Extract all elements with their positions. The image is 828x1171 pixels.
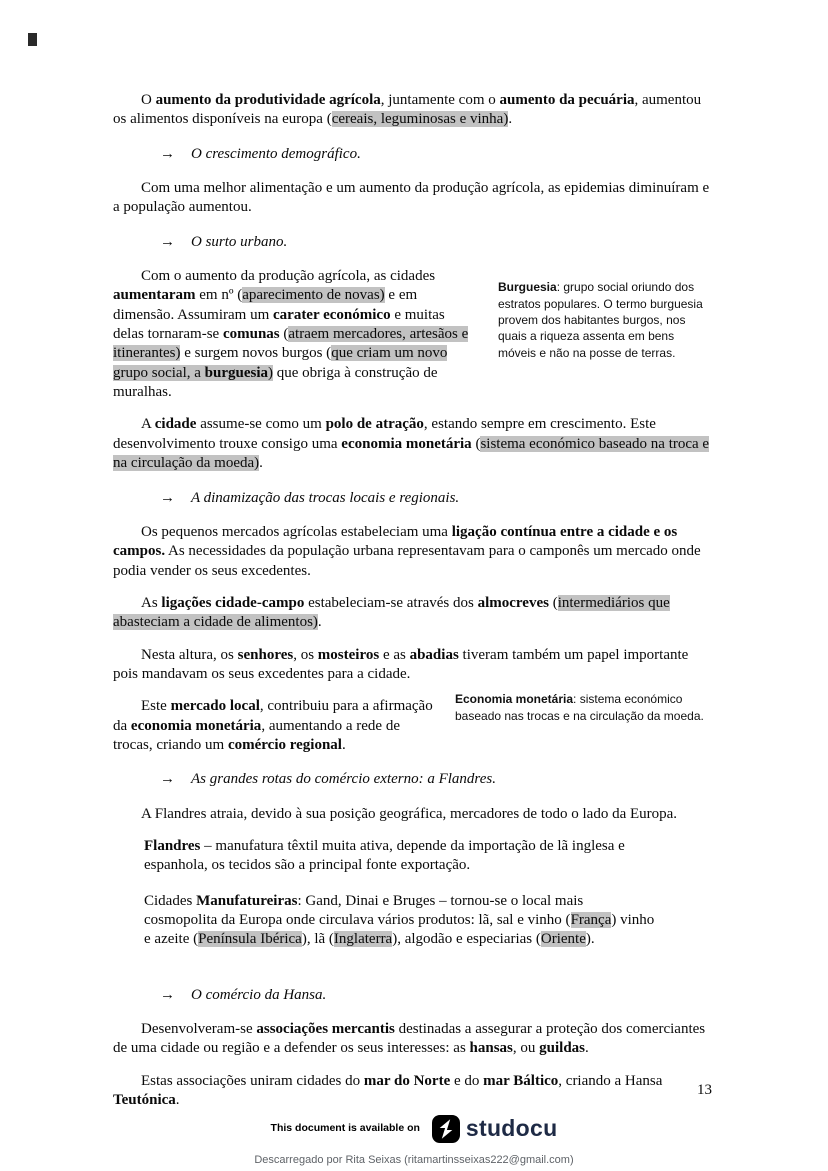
- sidenote: [455, 691, 705, 724]
- text-segment: mosteiros: [317, 646, 380, 663]
- text-segment: mercado local: [170, 698, 260, 715]
- text-segment: economia monetária: [341, 435, 472, 452]
- text-segment: Península Ibérica: [198, 931, 302, 948]
- text-segment: comunas: [222, 326, 280, 343]
- text-segment: ligação contínua entre a cidade e os campos.: [113, 523, 678, 560]
- text-segment: e surgem novos burgos (: [180, 345, 332, 362]
- sidenote-text: : sistema económico baseado nas trocas e na circulação da moeda.: [455, 692, 704, 723]
- text-segment: .: [259, 455, 263, 472]
- text-segment: .: [317, 614, 322, 631]
- paragraph: [113, 267, 478, 402]
- text-segment: assume-se como um: [196, 416, 326, 433]
- text-segment: guildas: [539, 1040, 585, 1057]
- text-segment: ): [268, 364, 273, 381]
- text-segment: Teutónica: [113, 1092, 176, 1109]
- text-segment: Flandres: [144, 837, 201, 854]
- paragraph: [113, 91, 713, 130]
- paragraph-with-sidenote: [113, 267, 713, 402]
- text-segment: aumento da produtividade agrícola: [155, 92, 381, 108]
- paragraph: [113, 805, 713, 824]
- arrow-heading: [113, 145, 713, 164]
- text-segment: , os: [293, 646, 318, 663]
- text-segment: destinadas a assegurar a proteção dos comerciantes de uma cidade ou região e a defender os seus interesses: as: [113, 1021, 706, 1057]
- text-segment: e do: [450, 1072, 484, 1089]
- text-segment: em nº (: [195, 287, 243, 304]
- text-segment: mar Báltico: [483, 1072, 559, 1089]
- text-segment: (: [279, 326, 289, 343]
- text-segment: Estas associações uniram cidades do: [141, 1072, 364, 1089]
- text-segment: , contribuiu para a afirmação da: [113, 698, 433, 734]
- text-segment: .: [175, 1092, 180, 1109]
- text-segment: As necessidades da população urbana representavam para o camponês um mercado onde podia vender os seus excedentes.: [113, 543, 701, 579]
- text-segment: e em dimensão. Assumiram um: [113, 287, 418, 323]
- footer: [0, 1114, 828, 1167]
- arrow-icon: →: [160, 233, 175, 250]
- text-segment: intermediários que abasteciam a cidade de alimentos): [113, 594, 670, 631]
- text-segment: ).: [585, 931, 595, 948]
- text-segment: carater económico: [273, 306, 391, 323]
- studocu-logo: [432, 1114, 558, 1144]
- paragraph: [144, 892, 656, 950]
- text-segment: aumento da pecuária: [499, 92, 635, 108]
- text-segment: ), algodão e especiarias (: [392, 931, 541, 948]
- text-segment: ) vinho e azeite (: [144, 912, 655, 948]
- text-segment: aparecimento de novas): [242, 287, 385, 304]
- text-segment: burguesia: [204, 364, 268, 381]
- text-segment: A Flandres atraia, devido à sua posição geográfica, mercadores de todo o lado da Europa.: [141, 805, 678, 822]
- page-corner-mark: [28, 33, 37, 46]
- text-segment: associações mercantis: [256, 1021, 395, 1038]
- text-segment: França: [570, 912, 612, 928]
- arrow-heading-text: O crescimento demográfico.: [191, 145, 361, 162]
- text-segment: Com uma melhor alimentação e um aumento da produção agrícola, as epidemias diminuíram e a população aumentou.: [113, 180, 710, 216]
- arrow-heading-text: As grandes rotas do comércio externo: a Flandres.: [191, 771, 496, 788]
- text-segment: Este: [141, 698, 171, 715]
- paragraph: [113, 179, 713, 218]
- sidenote: [498, 279, 713, 361]
- text-segment: .: [585, 1040, 589, 1057]
- paragraph: [113, 646, 713, 685]
- text-segment: As: [141, 594, 162, 611]
- arrow-heading-text: A dinamização das trocas locais e regionais.: [191, 489, 460, 506]
- text-segment: mar do Norte: [363, 1072, 451, 1089]
- page-number: 13: [697, 1082, 712, 1098]
- arrow-icon: →: [160, 986, 175, 1003]
- text-segment: , criando a Hansa: [558, 1072, 663, 1089]
- arrow-heading-text: O surto urbano.: [191, 233, 288, 250]
- studocu-wordmark: studocu: [465, 1115, 558, 1141]
- arrow-heading: [113, 986, 713, 1005]
- text-segment: O: [141, 92, 156, 108]
- text-segment: que obriga à construção de muralhas.: [113, 364, 438, 401]
- text-segment: e as: [379, 646, 410, 663]
- text-segment: (: [471, 435, 481, 452]
- text-segment: tiveram também um papel importante pois mandavam os seus excedentes para a cidade.: [113, 646, 689, 682]
- download-attribution: Descarregado por Rita Seixas (ritamartinsseixas222@gmail.com): [254, 1153, 574, 1166]
- text-segment: atraem mercadores, artesãos e itinerantes): [113, 326, 469, 362]
- arrow-heading: [113, 770, 713, 789]
- footer-branding-row: [0, 1114, 828, 1144]
- availability-text: This document is available on: [270, 1122, 420, 1135]
- text-segment: Inglaterra: [333, 931, 393, 948]
- text-segment: Com o aumento da produção agrícola, as cidades: [141, 268, 436, 285]
- text-segment: – manufatura têxtil muita ativa, depende da importação de lã inglesa e espanhola, os tecidos são a principal fonte exportação.: [144, 837, 625, 874]
- arrow-icon: →: [160, 145, 175, 162]
- text-segment: (: [548, 594, 558, 611]
- text-segment: Cidades: [144, 892, 197, 909]
- text-segment: sistema económico baseado na troca e na circulação da moeda): [113, 435, 710, 472]
- text-segment: estabeleciam-se através dos: [304, 594, 478, 611]
- text-segment: .: [341, 736, 346, 753]
- text-segment: comércio regional: [227, 736, 342, 753]
- text-segment: polo de atração: [325, 416, 424, 433]
- text-segment: , ou: [512, 1040, 540, 1057]
- document-body: [113, 91, 713, 1123]
- text-segment: , estando sempre em crescimento. Este desenvolvimento trouxe consigo uma: [113, 416, 656, 452]
- text-segment: cereais, leguminosas e vinha): [331, 111, 509, 128]
- sidenote-title: Burguesia: [498, 280, 557, 295]
- text-segment: economia monetária: [130, 717, 262, 734]
- paragraph: [113, 1072, 713, 1111]
- text-segment: cidade: [154, 416, 197, 433]
- paragraph: [113, 1020, 713, 1059]
- text-segment: Desenvolveram-se: [141, 1021, 257, 1038]
- text-segment: , aumentando a rede de trocas, criando um: [113, 717, 400, 753]
- sidenote-text: : grupo social oriundo dos estratos populares. O termo burguesia provem dos habitantes burgos, nos quais a riqueza assenta em bens móveis e não na posse de terras.: [498, 280, 703, 360]
- arrow-icon: →: [160, 489, 175, 506]
- arrow-heading-text: O comércio da Hansa.: [191, 986, 327, 1003]
- text-segment: A: [141, 416, 155, 433]
- paragraph: [144, 837, 656, 876]
- text-segment: abadias: [409, 646, 459, 663]
- paragraph: [113, 523, 713, 581]
- paragraph: [113, 697, 443, 755]
- text-segment: hansas: [469, 1040, 513, 1057]
- arrow-icon: →: [160, 771, 175, 788]
- paragraph-with-sidenote: [113, 692, 713, 755]
- paragraph: [113, 594, 713, 633]
- text-segment: Os pequenos mercados agrícolas estabeleciam uma: [141, 523, 452, 540]
- text-segment: Manufatureiras: [196, 892, 298, 909]
- text-segment: Nesta altura, os: [141, 646, 238, 663]
- sidenote-title: Economia monetária: [455, 692, 574, 707]
- text-segment: ), lã (: [301, 931, 334, 948]
- arrow-heading: [113, 489, 713, 508]
- text-segment: , juntamente com o: [380, 92, 500, 108]
- text-segment: aumentaram: [113, 287, 196, 304]
- text-segment: Oriente: [540, 931, 586, 948]
- text-segment: .: [508, 111, 513, 128]
- arrow-heading: [113, 233, 713, 252]
- text-segment: , aumentou os alimentos disponíveis na europa (: [113, 92, 702, 128]
- studocu-logo-icon: [432, 1115, 460, 1143]
- text-segment: almocreves: [477, 594, 549, 611]
- text-segment: senhores: [237, 646, 294, 663]
- text-segment: e muitas delas tornaram-se: [113, 306, 445, 343]
- paragraph: [113, 415, 713, 473]
- text-segment: que criam um novo grupo social, a: [113, 345, 448, 381]
- text-segment: ligações cidade-campo: [161, 594, 305, 611]
- text-segment: : Gand, Dinai e Bruges – tornou-se o local mais cosmopolita da Europa onde circulava vários produtos: lã, sal e vinho (: [144, 892, 584, 928]
